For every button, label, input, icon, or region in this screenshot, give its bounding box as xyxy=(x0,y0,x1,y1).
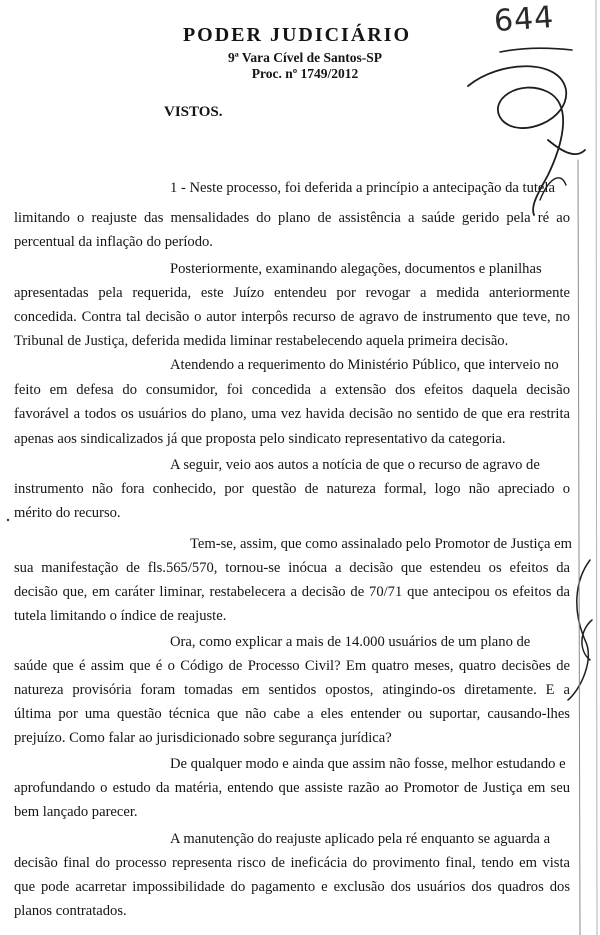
paragraph-line: prejuízo. Como falar ao jurisdicionado sobre segurança jurídica? xyxy=(14,730,392,746)
paragraph-line: sua manifestação de fls.565/570, tornou-se inócua a decisão que estendeu os efeitos da xyxy=(14,560,570,576)
paragraph-line: favorável a todos os usuários do plano, uma vez havida decisão no sentido de que era restrita xyxy=(14,406,570,422)
binding-edge-line xyxy=(578,160,580,935)
paragraph-line: apenas aos sindicalizados já que proposta pelo sindicato representativo da categoria. xyxy=(14,431,506,447)
paragraph-line: De qualquer modo e ainda que assim não fosse, melhor estudando e xyxy=(170,756,566,772)
paragraph-line: A seguir, veio aos autos a notícia de que o recurso de agravo de xyxy=(170,457,540,473)
paragraph-line: decisão que, em caráter liminar, restabelecera a decisão de 70/71 que antecipou os efeitos da xyxy=(14,584,570,600)
paragraph-line: A manutenção do reajuste aplicado pela ré enquanto se aguarda a xyxy=(170,831,551,847)
paragraph-line: mérito do recurso. xyxy=(14,505,121,521)
vistos-heading: VISTOS. xyxy=(164,104,223,120)
paragraph-line: natureza provisória foram tomadas em sentidos opostos, atingindo-os diretamente. E a xyxy=(14,682,570,698)
paragraph-line: aprofundando o estudo da matéria, entendo que assiste razão ao Promotor de Justiça em seu xyxy=(14,780,570,796)
court-name: 9ª Vara Cível de Santos-SP xyxy=(227,50,383,65)
paragraph-line: última por uma questão técnica que não cabe a eles entender ou suportar, causando-lhes xyxy=(14,706,570,722)
paragraph-line: bem lançado parecer. xyxy=(14,804,138,820)
paragraph-line: Ora, como explicar a mais de 14.000 usuários de um plano de xyxy=(170,634,531,650)
paragraph-line: Atendendo a requerimento do Ministério Público, que interveio no xyxy=(170,357,559,373)
paragraph-line: tutela limitando o índice de reajuste. xyxy=(14,608,227,624)
paragraph-line: 1 - Neste processo, foi deferida a princípio a antecipação da tutela xyxy=(170,180,555,196)
handwritten-page-number: 644 xyxy=(492,0,556,40)
paragraph-line: limitando o reajuste das mensalidades do plano de assistência a saúde gerido pela ré ao xyxy=(14,210,570,226)
paragraph-line: feito em defesa do consumidor, foi concedida a extensão dos efeitos daquela decisão xyxy=(14,382,570,398)
paragraph-line: Tem-se, assim, que como assinalado pelo Promotor de Justiça em xyxy=(190,536,572,552)
paragraph-line: apresentadas pela requerida, este Juízo entendeu por revogar a medida anteriormente xyxy=(14,285,570,301)
paragraph-line: instrumento não fora conhecido, por questão de natureza formal, logo não apreciado o xyxy=(14,481,570,497)
page-edge-line xyxy=(596,0,597,935)
paragraph-line: Tribunal de Justiça, deferida medida liminar restabelecendo aquela primeira decisão. xyxy=(14,333,509,349)
paragraph-line: saúde que é assim que é o Código de Processo Civil? Em quatro meses, quatro decisões de xyxy=(14,658,570,674)
paragraph-line: concedida. Contra tal decisão o autor interpôs recurso de agravo de instrumento que teve, no xyxy=(14,309,570,325)
speck-mark xyxy=(7,519,9,521)
paragraph-line: decisão final do processo representa risco de ineficácia do provimento final, tendo em vista xyxy=(14,855,570,871)
court-title: PODER JUDICIÁRIO xyxy=(182,24,412,46)
paragraph-line: planos contratados. xyxy=(14,903,127,919)
paragraph-line: percentual da inflação do período. xyxy=(14,234,213,250)
margin-signature xyxy=(568,560,592,700)
paragraph-line: Posteriormente, examinando alegações, documentos e planilhas xyxy=(170,261,542,277)
page-number-underline xyxy=(500,48,572,52)
paragraph-line: que pode acarretar impossibilidade do pagamento e exclusão dos usuários dos quadros dos xyxy=(14,879,570,895)
process-number: Proc. nº 1749/2012 xyxy=(251,66,359,81)
